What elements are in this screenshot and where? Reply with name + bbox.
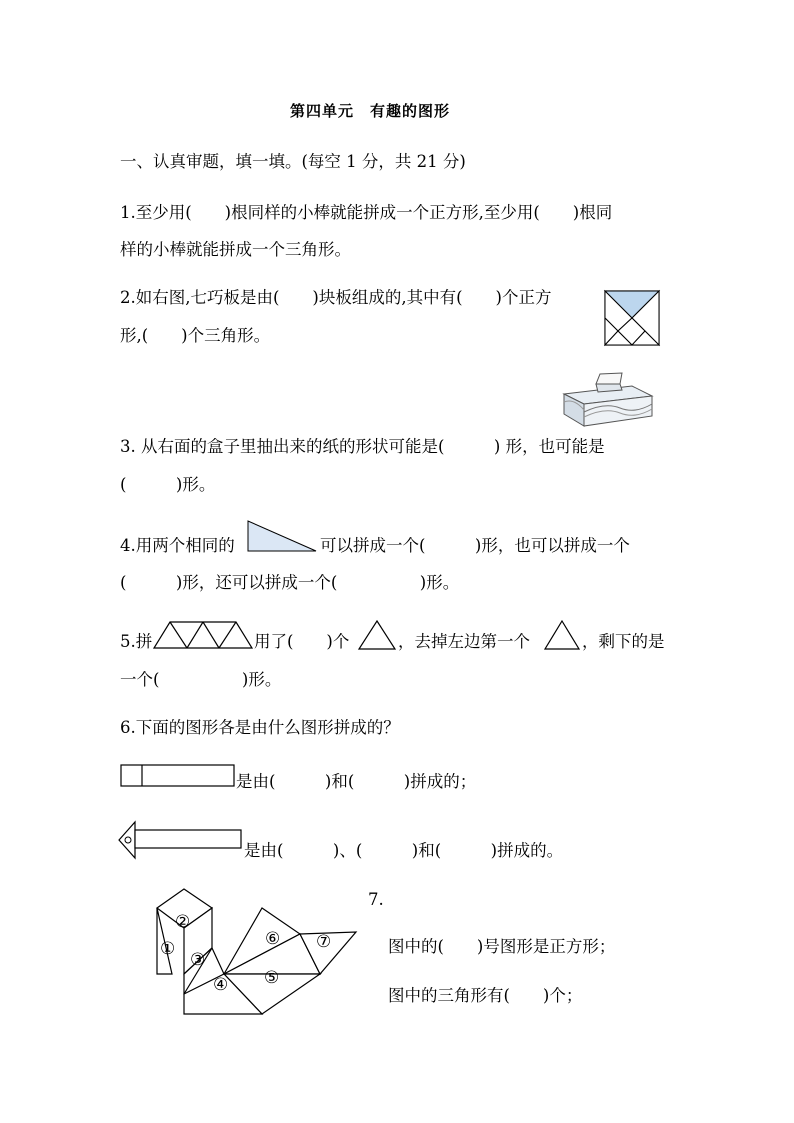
q6-line3: 是由( )、( )和( )拼成的。 (244, 841, 564, 860)
tangram-label-6: ⑥ (265, 929, 281, 949)
tangram-label-3: ③ (190, 950, 206, 970)
q6-line1: 6.下面的图形各是由什么图形拼成的？ (120, 718, 400, 737)
tangram-label-5: ⑤ (264, 968, 280, 988)
tangram-square-figure (604, 290, 660, 346)
triangle-strip-shape (153, 621, 253, 649)
tangram-label-7: ⑦ (316, 932, 332, 952)
q5-line1-start: 5.拼 (120, 632, 153, 651)
q1-line2: 样的小棒就能拼成一个三角形。 (120, 240, 351, 259)
triangle-shape (358, 620, 396, 650)
triangle-shape-2 (544, 620, 580, 650)
tangram-swan-figure (154, 888, 360, 1016)
q3-line2: ( )形。 (120, 475, 216, 494)
tangram-label-1: ① (160, 939, 176, 959)
tangram-label-4: ④ (213, 975, 229, 995)
q7-line1: 图中的( )号图形是正方形； (388, 937, 616, 956)
q3-line1: 3. 从右面的盒子里抽出来的纸的形状可能是( ) 形，也可能是 (120, 437, 605, 456)
right-triangle-shape (247, 520, 317, 552)
q4-line1-end: 可以拼成一个( )形，也可以拼成一个 (320, 536, 630, 555)
q1-line1: 1.至少用( )根同样的小棒就能拼成一个正方形,至少用( )根同 (120, 203, 613, 222)
q7-line2: 图中的三角形有( )个； (388, 986, 583, 1005)
q5-line1-mid: 用了( )个 (254, 632, 350, 651)
q5-line1-mid2: ，去掉左边第一个 (398, 632, 530, 651)
q6-line2: 是由( )和( )拼成的； (236, 772, 477, 791)
q5-line2: 一个( )形。 (120, 670, 282, 689)
arrow-composite-shape (118, 821, 244, 859)
q4-line1-start: 4.用两个相同的 (120, 536, 235, 555)
tissue-box-image (560, 372, 656, 428)
q2-line1: 2.如右图,七巧板是由( )块板组成的,其中有( )个正方 (120, 288, 552, 307)
rectangle-composite-shape (120, 764, 236, 788)
q4-line2: ( )形，还可以拼成一个( )形。 (120, 573, 460, 592)
tangram-label-2: ② (175, 912, 191, 932)
q7-number: 7. (368, 890, 384, 909)
q2-line2: 形,( )个三角形。 (120, 326, 271, 345)
section-heading: 一、认真审题，填一填。(每空 1 分，共 21 分) (120, 152, 466, 171)
q5-line1-end: ，剩下的是 (582, 632, 665, 651)
page-title: 第四单元 有趣的图形 (290, 102, 451, 120)
